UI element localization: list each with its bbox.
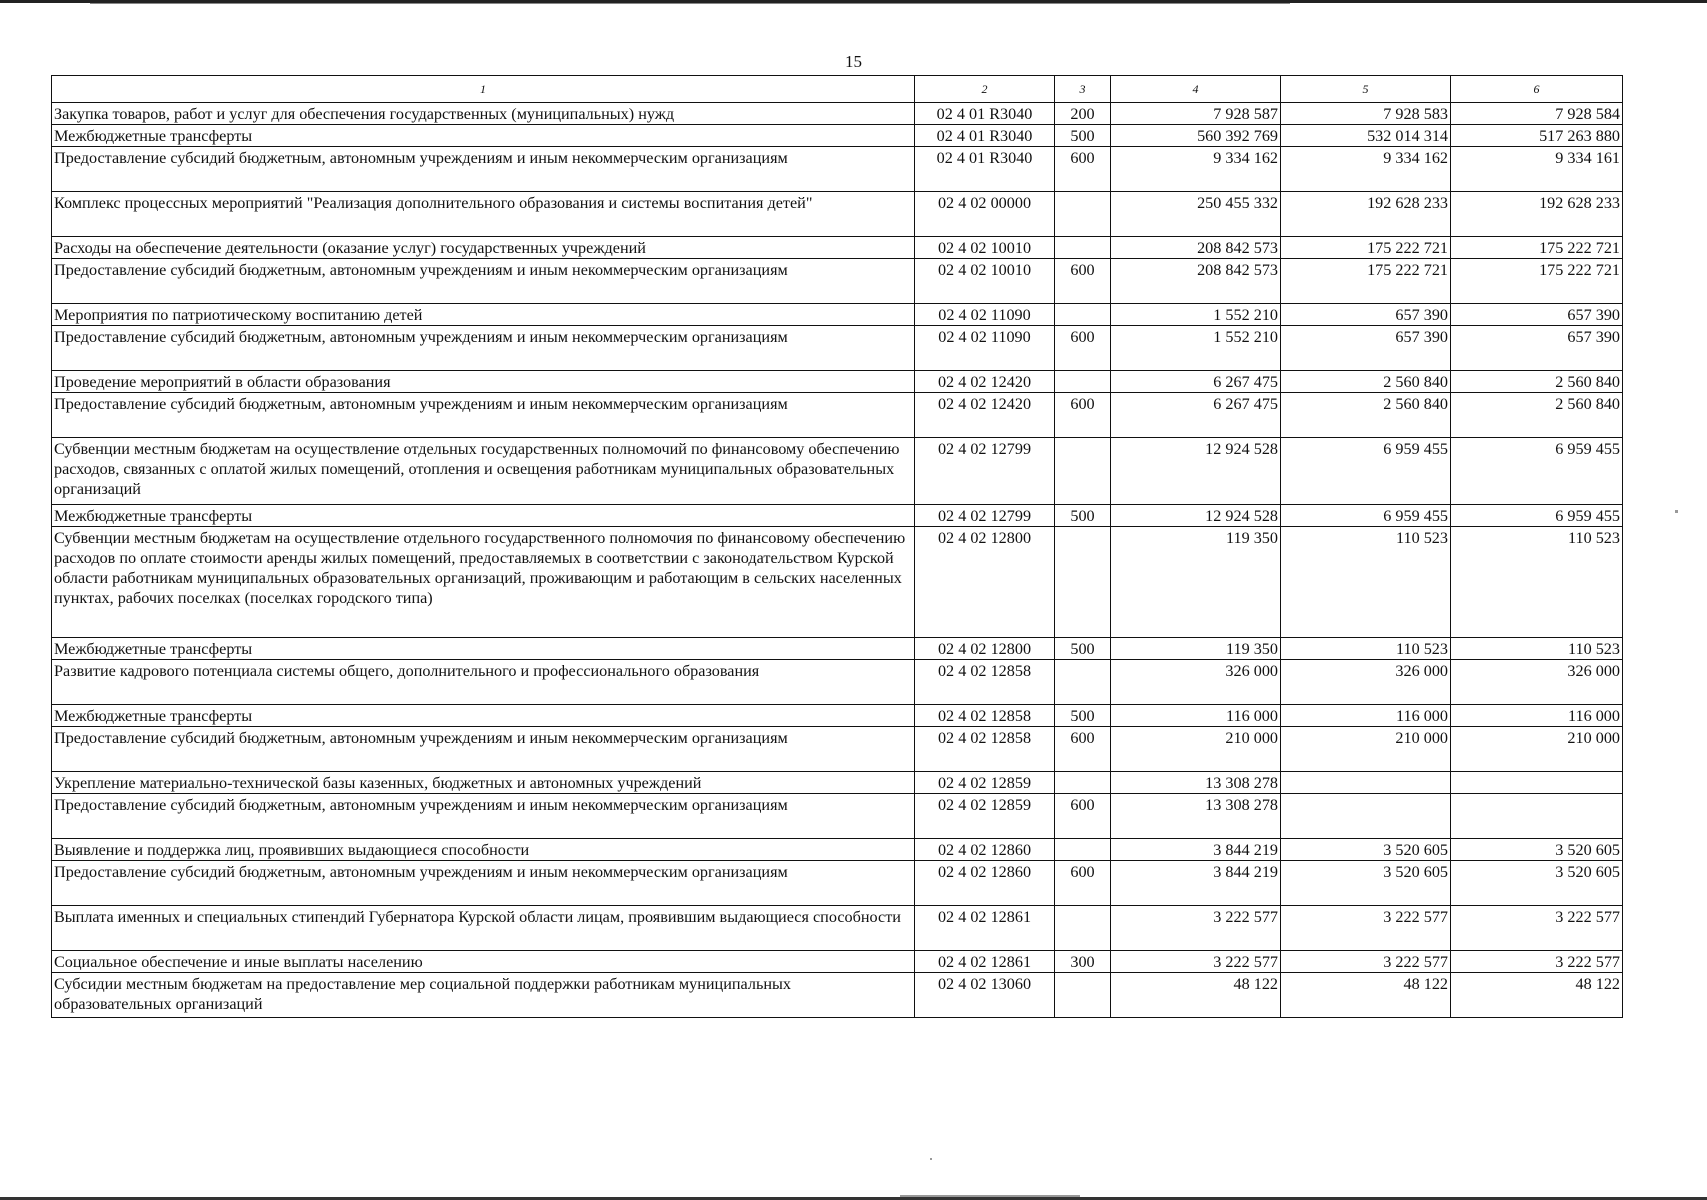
header-row (52, 76, 1623, 103)
row-value-col5: 175 222 721 (1281, 237, 1451, 259)
row-value-col4: 6 267 475 (1111, 371, 1281, 393)
row-code-cell: 02 4 01 R3040 (915, 125, 1055, 147)
header-col-2: 2 (915, 76, 1055, 103)
row-value-col5: 110 523 (1281, 527, 1451, 638)
row-value-col5: 7 928 583 (1281, 103, 1451, 125)
row-code-cell: 02 4 01 R3040 (915, 147, 1055, 192)
row-value-col5: 326 000 (1281, 660, 1451, 705)
row-value-col5: 192 628 233 (1281, 192, 1451, 237)
row-value-col5: 3 222 577 (1281, 906, 1451, 951)
row-value-col5: 3 520 605 (1281, 861, 1451, 906)
row-type-cell: 200 (1055, 103, 1111, 125)
row-value-col4: 116 000 (1111, 705, 1281, 727)
row-type-cell: 500 (1055, 705, 1111, 727)
row-value-col4: 13 308 278 (1111, 794, 1281, 839)
row-name-cell: Субвенции местным бюджетам на осуществление отдельного государственного полномочия по финансовому обеспечению расходов по оплате стоимости аренды жилых помещений, предоставляемых в соответствии с законодательством Курской области работникам муниципальных образовательных организаций, проживающим и работающим в сельских населенных пунктах, рабочих поселках (поселках городского типа) (52, 527, 915, 638)
row-value-col5: 2 560 840 (1281, 371, 1451, 393)
table-row (52, 192, 1623, 237)
table-row (52, 527, 1623, 638)
row-value-col6: 657 390 (1451, 326, 1623, 371)
row-value-col4: 3 844 219 (1111, 861, 1281, 906)
row-type-cell (1055, 371, 1111, 393)
row-name-cell: Проведение мероприятий в области образования (52, 371, 915, 393)
row-value-col6 (1451, 794, 1623, 839)
row-code-cell: 02 4 02 11090 (915, 304, 1055, 326)
row-name-cell: Мероприятия по патриотическому воспитанию детей (52, 304, 915, 326)
row-type-cell (1055, 772, 1111, 794)
row-code-cell: 02 4 02 12420 (915, 371, 1055, 393)
row-type-cell: 600 (1055, 393, 1111, 438)
table-row (52, 438, 1623, 505)
table-row (52, 973, 1623, 1018)
table-row (52, 906, 1623, 951)
row-value-col4: 1 552 210 (1111, 304, 1281, 326)
row-name-cell: Предоставление субсидий бюджетным, автономным учреждениям и иным некоммерческим организациям (52, 147, 915, 192)
row-name-cell: Комплекс процессных мероприятий "Реализация дополнительного образования и системы воспитания детей" (52, 192, 915, 237)
row-value-col4: 6 267 475 (1111, 393, 1281, 438)
row-value-col5: 3 222 577 (1281, 951, 1451, 973)
header-col-1: 1 (52, 76, 915, 103)
row-value-col5 (1281, 772, 1451, 794)
row-value-col6: 3 520 605 (1451, 861, 1623, 906)
table-row (52, 794, 1623, 839)
row-value-col6 (1451, 772, 1623, 794)
row-value-col6: 110 523 (1451, 638, 1623, 660)
row-code-cell: 02 4 02 12859 (915, 794, 1055, 839)
row-value-col4: 9 334 162 (1111, 147, 1281, 192)
table-row (52, 259, 1623, 304)
row-code-cell: 02 4 02 12799 (915, 505, 1055, 527)
row-value-col6: 657 390 (1451, 304, 1623, 326)
row-value-col5: 532 014 314 (1281, 125, 1451, 147)
row-code-cell: 02 4 01 R3040 (915, 103, 1055, 125)
row-code-cell: 02 4 02 12858 (915, 660, 1055, 705)
row-value-col5 (1281, 794, 1451, 839)
row-value-col6: 192 628 233 (1451, 192, 1623, 237)
row-code-cell: 02 4 02 12420 (915, 393, 1055, 438)
row-type-cell (1055, 527, 1111, 638)
row-type-cell: 500 (1055, 638, 1111, 660)
row-value-col4: 3 844 219 (1111, 839, 1281, 861)
scan-top-artifact (90, 3, 1290, 4)
row-value-col6: 48 122 (1451, 973, 1623, 1018)
row-type-cell: 600 (1055, 861, 1111, 906)
row-value-col5: 110 523 (1281, 638, 1451, 660)
row-code-cell: 02 4 02 12800 (915, 527, 1055, 638)
row-name-cell: Межбюджетные трансферты (52, 505, 915, 527)
row-type-cell (1055, 906, 1111, 951)
row-value-col4: 208 842 573 (1111, 237, 1281, 259)
row-code-cell: 02 4 02 12858 (915, 705, 1055, 727)
row-value-col4: 3 222 577 (1111, 906, 1281, 951)
row-value-col4: 1 552 210 (1111, 326, 1281, 371)
row-value-col5: 48 122 (1281, 973, 1451, 1018)
row-type-cell: 600 (1055, 326, 1111, 371)
table-row (52, 839, 1623, 861)
row-type-cell (1055, 660, 1111, 705)
row-code-cell: 02 4 02 12861 (915, 951, 1055, 973)
row-value-col4: 7 928 587 (1111, 103, 1281, 125)
header-col-3: 3 (1055, 76, 1111, 103)
table-row (52, 237, 1623, 259)
row-type-cell: 300 (1055, 951, 1111, 973)
row-type-cell (1055, 839, 1111, 861)
table-row (52, 772, 1623, 794)
row-value-col4: 3 222 577 (1111, 951, 1281, 973)
row-name-cell: Предоставление субсидий бюджетным, автономным учреждениям и иным некоммерческим организациям (52, 393, 915, 438)
row-name-cell: Расходы на обеспечение деятельности (оказание услуг) государственных учреждений (52, 237, 915, 259)
row-code-cell: 02 4 02 12860 (915, 861, 1055, 906)
page-number: 15 (845, 52, 862, 71)
row-name-cell: Предоставление субсидий бюджетным, автономным учреждениям и иным некоммерческим организациям (52, 794, 915, 839)
row-value-col6: 116 000 (1451, 705, 1623, 727)
row-value-col6: 9 334 161 (1451, 147, 1623, 192)
row-type-cell: 600 (1055, 794, 1111, 839)
row-name-cell: Предоставление субсидий бюджетным, автономным учреждениям и иным некоммерческим организациям (52, 326, 915, 371)
row-value-col5: 175 222 721 (1281, 259, 1451, 304)
row-value-col4: 326 000 (1111, 660, 1281, 705)
row-value-col4: 119 350 (1111, 527, 1281, 638)
row-value-col5: 210 000 (1281, 727, 1451, 772)
table-row (52, 147, 1623, 192)
row-value-col6: 210 000 (1451, 727, 1623, 772)
row-type-cell (1055, 304, 1111, 326)
table-row (52, 393, 1623, 438)
table-row (52, 660, 1623, 705)
row-name-cell: Предоставление субсидий бюджетным, автономным учреждениям и иным некоммерческим организациям (52, 861, 915, 906)
table-row (52, 727, 1623, 772)
row-value-col5: 6 959 455 (1281, 438, 1451, 505)
row-type-cell (1055, 237, 1111, 259)
row-code-cell: 02 4 02 11090 (915, 326, 1055, 371)
row-value-col4: 208 842 573 (1111, 259, 1281, 304)
header-col-6: 6 (1451, 76, 1623, 103)
row-type-cell: 500 (1055, 505, 1111, 527)
row-value-col6: 3 222 577 (1451, 951, 1623, 973)
row-type-cell: 600 (1055, 727, 1111, 772)
row-code-cell: 02 4 02 10010 (915, 237, 1055, 259)
row-value-col4: 119 350 (1111, 638, 1281, 660)
row-value-col6: 326 000 (1451, 660, 1623, 705)
row-value-col4: 250 455 332 (1111, 192, 1281, 237)
row-name-cell: Выплата именных и специальных стипендий Губернатора Курской области лицам, проявившим выдающиеся способности (52, 906, 915, 951)
table-row (52, 125, 1623, 147)
row-name-cell: Выявление и поддержка лиц, проявивших выдающиеся способности (52, 839, 915, 861)
row-name-cell: Укрепление материально-технической базы казенных, бюджетных и автономных учреждений (52, 772, 915, 794)
row-type-cell (1055, 192, 1111, 237)
table-row (52, 861, 1623, 906)
row-value-col5: 3 520 605 (1281, 839, 1451, 861)
budget-table (51, 75, 1623, 1018)
row-value-col6: 175 222 721 (1451, 259, 1623, 304)
row-type-cell (1055, 973, 1111, 1018)
row-name-cell: Межбюджетные трансферты (52, 705, 915, 727)
table-row (52, 705, 1623, 727)
row-value-col6: 6 959 455 (1451, 438, 1623, 505)
header-col-4: 4 (1111, 76, 1281, 103)
table-row (52, 326, 1623, 371)
row-code-cell: 02 4 02 10010 (915, 259, 1055, 304)
row-value-col4: 48 122 (1111, 973, 1281, 1018)
row-code-cell: 02 4 02 12859 (915, 772, 1055, 794)
row-value-col6: 110 523 (1451, 527, 1623, 638)
row-value-col5: 2 560 840 (1281, 393, 1451, 438)
table-header (52, 76, 1623, 103)
row-value-col6: 175 222 721 (1451, 237, 1623, 259)
row-type-cell: 600 (1055, 147, 1111, 192)
row-value-col6: 2 560 840 (1451, 371, 1623, 393)
row-code-cell: 02 4 02 12860 (915, 839, 1055, 861)
row-name-cell: Субсидии местным бюджетам на предоставление мер социальной поддержки работникам муниципальных образовательных организаций (52, 973, 915, 1018)
table-row (52, 638, 1623, 660)
table-row (52, 304, 1623, 326)
row-value-col5: 657 390 (1281, 304, 1451, 326)
row-value-col4: 13 308 278 (1111, 772, 1281, 794)
row-code-cell: 02 4 02 00000 (915, 192, 1055, 237)
row-value-col6: 6 959 455 (1451, 505, 1623, 527)
row-name-cell: Субвенции местным бюджетам на осуществление отдельных государственных полномочий по финансовому обеспечению расходов, связанных с оплатой жилых помещений, отопления и освещения работникам муниципальных образовательных организаций (52, 438, 915, 505)
row-name-cell: Предоставление субсидий бюджетным, автономным учреждениям и иным некоммерческим организациям (52, 259, 915, 304)
row-name-cell: Межбюджетные трансферты (52, 125, 915, 147)
table-body (52, 103, 1623, 1018)
row-type-cell (1055, 438, 1111, 505)
row-value-col6: 3 222 577 (1451, 906, 1623, 951)
row-name-cell: Предоставление субсидий бюджетным, автономным учреждениям и иным некоммерческим организациям (52, 727, 915, 772)
row-value-col6: 3 520 605 (1451, 839, 1623, 861)
row-code-cell: 02 4 02 12861 (915, 906, 1055, 951)
table-row (52, 951, 1623, 973)
row-value-col4: 12 924 528 (1111, 438, 1281, 505)
row-name-cell: Межбюджетные трансферты (52, 638, 915, 660)
row-value-col5: 116 000 (1281, 705, 1451, 727)
row-code-cell: 02 4 02 12858 (915, 727, 1055, 772)
row-type-cell: 500 (1055, 125, 1111, 147)
scan-speck (930, 1158, 932, 1160)
row-value-col6: 517 263 880 (1451, 125, 1623, 147)
row-value-col5: 6 959 455 (1281, 505, 1451, 527)
row-value-col4: 210 000 (1111, 727, 1281, 772)
row-value-col4: 12 924 528 (1111, 505, 1281, 527)
table-row (52, 103, 1623, 125)
row-value-col6: 2 560 840 (1451, 393, 1623, 438)
row-code-cell: 02 4 02 12800 (915, 638, 1055, 660)
table-row (52, 505, 1623, 527)
header-col-5: 5 (1281, 76, 1451, 103)
row-value-col5: 9 334 162 (1281, 147, 1451, 192)
row-value-col5: 657 390 (1281, 326, 1451, 371)
row-code-cell: 02 4 02 13060 (915, 973, 1055, 1018)
row-name-cell: Социальное обеспечение и иные выплаты населению (52, 951, 915, 973)
scan-speck (1675, 510, 1678, 513)
row-value-col4: 560 392 769 (1111, 125, 1281, 147)
row-name-cell: Развитие кадрового потенциала системы общего, дополнительного и профессионального образования (52, 660, 915, 705)
row-code-cell: 02 4 02 12799 (915, 438, 1055, 505)
row-type-cell: 600 (1055, 259, 1111, 304)
row-value-col6: 7 928 584 (1451, 103, 1623, 125)
row-name-cell: Закупка товаров, работ и услуг для обеспечения государственных (муниципальных) нужд (52, 103, 915, 125)
table-row (52, 371, 1623, 393)
